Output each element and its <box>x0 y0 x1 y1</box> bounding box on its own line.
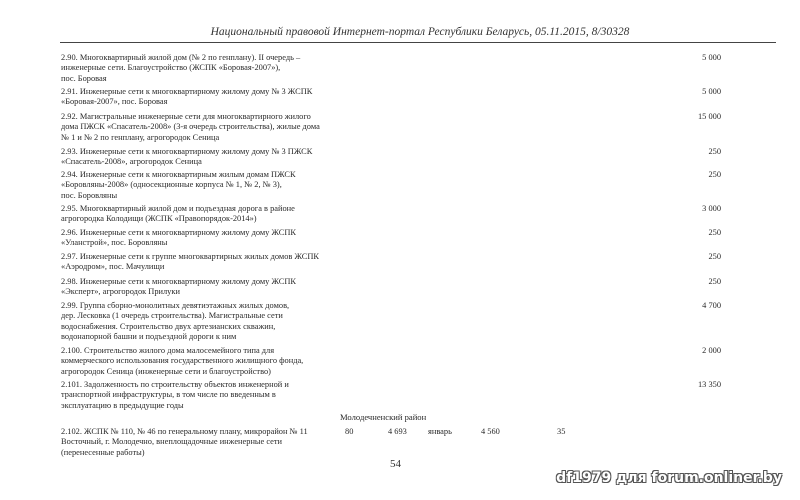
row-description <box>61 252 331 273</box>
row-description-line: 2.100. Строительство жилого дома малосемейного типа для <box>61 346 275 355</box>
row-description-line: пос. Боровляны <box>61 190 118 200</box>
row-cell-b: 4 693 <box>388 427 407 436</box>
row-description-line: «Аэродром», пос. Мачулищи <box>61 262 165 272</box>
row-amount: 250 <box>708 228 721 237</box>
row-description <box>61 53 331 84</box>
row-description-line: 2.96. Инженерные сети к многоквартирному жилому дому ЖСПК <box>61 228 296 237</box>
row-cell-d: 4 560 <box>481 427 500 436</box>
row-description <box>61 427 331 458</box>
row-description <box>61 228 331 249</box>
row-amount: 250 <box>708 170 721 179</box>
row-description-line: 2.92. Магистральные инженерные сети для многоквартирного жилого <box>61 112 311 121</box>
row-description-line: водонапорной башни и подъездной дороги к ним <box>61 332 237 342</box>
row-description-line: дер. Лесковка (1 очередь строительства). Магистральные сети <box>61 311 283 321</box>
row-amount: 13 350 <box>697 380 721 389</box>
row-description-line: коммерческого использования государственного жилищного фонда, <box>61 356 304 366</box>
row-description <box>61 87 331 108</box>
row-amount: 2 000 <box>702 346 721 355</box>
row-cell-c: январь <box>428 427 452 436</box>
row-description-line: «Спасатель-2008», агрогородок Сеница <box>61 157 202 167</box>
row-amount: 5 000 <box>702 87 721 96</box>
row-description <box>61 204 331 225</box>
row-description-line: инженерные сети. Благоустройство (ЖСПК «Боровая-2007»), <box>61 63 281 73</box>
row-description-line: 2.102. ЖСПК № 110, № 46 по генеральному плану, микрорайон № 11 <box>61 427 308 436</box>
row-description <box>61 277 331 298</box>
row-amount: 3 000 <box>702 204 721 213</box>
row-amount: 250 <box>708 252 721 261</box>
row-description-line: 2.98. Инженерные сети к многоквартирному жилому дому ЖСПК <box>61 277 296 286</box>
row-cell-e: 35 <box>557 427 566 436</box>
watermark: df1979 для forum.onliner.by <box>556 470 782 486</box>
row-description <box>61 380 331 411</box>
header-divider <box>60 42 776 43</box>
row-description-line: (перенесенные работы) <box>61 447 145 457</box>
row-amount: 250 <box>708 277 721 286</box>
row-description <box>61 170 331 201</box>
row-cell-a: 80 <box>345 427 354 436</box>
section-title: Молодечненский район <box>340 412 427 422</box>
row-amount: 250 <box>708 147 721 156</box>
row-description-line: 2.91. Инженерные сети к многоквартирному жилому дому № 3 ЖСПК <box>61 87 313 96</box>
row-description-line: транспортной инфраструктуры, в том числе по введенным в <box>61 390 276 400</box>
row-description-line: 2.94. Инженерные сети к многоквартирным жилым домам ПЖСК <box>61 170 296 179</box>
row-description-line: 2.99. Группа сборно-монолитных девятиэтажных жилых домов, <box>61 301 290 310</box>
row-amount: 4 700 <box>702 301 721 310</box>
row-description-line: 2.101. Задолженность по строительству объектов инженерной и <box>61 380 289 389</box>
row-description-line: водоснабжения. Строительство двух артезианских скважин, <box>61 321 276 331</box>
row-description-line: пос. Боровая <box>61 73 107 83</box>
row-description-line: 2.95. Многоквартирный жилой дом и подъездная дорога в районе <box>61 204 295 213</box>
row-description <box>61 147 331 168</box>
row-description-line: 2.93. Инженерные сети к многоквартирному жилому дому № 3 ПЖСК <box>61 147 313 156</box>
page-number: 54 <box>390 458 401 470</box>
row-description <box>61 112 331 143</box>
row-description-line: «Эксперт», агрогородок Прилуки <box>61 287 180 297</box>
row-description-line: эксплуатацию в предыдущие годы <box>61 400 184 410</box>
row-amount: 5 000 <box>702 53 721 62</box>
row-description-line: Восточный, г. Молодечно, внеплощадочные инженерные сети <box>61 437 283 447</box>
row-description <box>61 301 331 343</box>
row-description-line: дома ПЖСК «Спасатель-2008» (3-я очередь строительства), жилые дома <box>61 122 320 132</box>
row-description-line: № 1 и № 2 по генплану, агрогородок Сеница <box>61 132 220 142</box>
row-description-line: агрогородок Сеница (инженерные сети и благоустройство) <box>61 366 271 376</box>
row-amount: 15 000 <box>697 112 721 121</box>
document-header: Национальный правовой Интернет-портал Республики Беларусь, 05.11.2015, 8/30328 <box>210 26 630 38</box>
row-description-line: «Боровая-2007», пос. Боровая <box>61 97 168 107</box>
row-description-line: «Боровляны-2008» (односекционные корпуса № 1, № 2, № 3), <box>61 180 282 190</box>
row-description <box>61 346 331 377</box>
row-description-line: агрогородка Колодищи (ЖСПК «Правопорядок-2014») <box>61 214 257 224</box>
row-description-line: «Уланстрой», пос. Боровляны <box>61 238 168 248</box>
row-description-line: 2.90. Многоквартирный жилой дом (№ 2 по генплану). II очередь – <box>61 53 301 62</box>
row-description-line: 2.97. Инженерные сети к группе многоквартирных жилых домов ЖСПК <box>61 252 319 261</box>
